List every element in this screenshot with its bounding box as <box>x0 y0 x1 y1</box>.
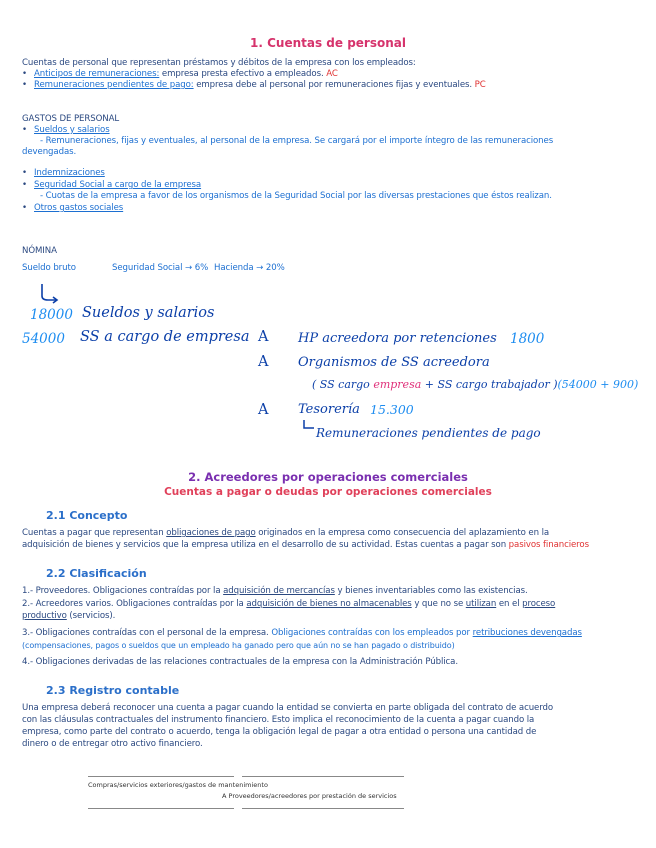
clasif-item-3-desc: (compensaciones, pagos o sueldos que un empleado ha ganado pero que aún no se han pagado o distribuido) <box>22 641 455 650</box>
nomina-tesoreria: Tesorería <box>298 402 360 417</box>
nomina-row2-num: 54000 <box>22 331 65 347</box>
gastos-otros: Otros gastos sociales <box>34 203 124 213</box>
clasif-item-1 <box>22 586 528 597</box>
paren-num: (54000 + 900) <box>557 378 639 391</box>
section1-title: 1. Cuentas de personal <box>250 36 406 50</box>
clasif-text: y que no se <box>411 599 466 609</box>
paren-mid: + SS cargo trabajador ) <box>421 378 558 391</box>
item-link: Remuneraciones pendientes de pago: <box>34 80 194 90</box>
clasif-text-blue: Obligaciones contraídas con los empleados por <box>271 628 473 638</box>
nomina-row1-text: Sueldos y salarios <box>82 305 215 321</box>
concepto-highlight: obligaciones de pago <box>166 528 256 538</box>
nomina-row1-num: 18000 <box>30 307 73 323</box>
item-tag: AC <box>326 69 338 79</box>
item-text: empresa debe al personal por remuneraciones fijas y eventuales. <box>193 80 473 90</box>
gastos-heading: GASTOS DE PERSONAL <box>22 114 120 124</box>
section2-title: 2. Acreedores por operaciones comerciales <box>188 470 468 484</box>
clasif-highlight: retribuciones devengadas <box>472 628 582 638</box>
divider <box>88 808 234 809</box>
clasif-highlight: adquisición de mercancías <box>223 586 335 596</box>
concepto-text: originados en la empresa como consecuencia del aplazamiento en la <box>255 528 550 538</box>
clasif-highlight: productivo <box>22 611 67 621</box>
clasif-text: 2.- Acreedores varios. Obligaciones contraídas por la <box>22 599 247 609</box>
nomina-paren <box>312 378 638 391</box>
gastos-sueldos-desc2: devengadas. <box>22 147 77 157</box>
list-item: • Indemnizaciones <box>22 168 105 178</box>
clasif-highlight: proceso <box>522 599 556 609</box>
concepto-text: adquisición de bienes y servicios que la empresa utiliza en el desarrollo de su actividad. Estas cuentas a pagar son <box>22 540 509 550</box>
clasificacion-heading: 2.2 Clasificación <box>46 567 147 580</box>
concepto-text: Cuentas a pagar que representan <box>22 528 167 538</box>
down-arrow-icon <box>36 282 66 306</box>
paren-empresa: empresa <box>373 378 422 391</box>
gastos-seguridad-desc: - Cuotas de la empresa a favor de los organismos de la Seguridad Social por las diversas prestaciones que éstos realizan. <box>40 191 552 201</box>
nomina-remun: Remuneraciones pendientes de pago <box>316 426 541 440</box>
registro-line: Una empresa deberá reconocer una cuenta a pagar cuando la entidad se convierta en parte obligada del contrato de acuerdo <box>22 703 554 713</box>
section2-subtitle: Cuentas a pagar o deudas por operaciones comerciales <box>164 486 492 498</box>
list-item: • Seguridad Social a cargo de la empresa <box>22 180 202 190</box>
concepto-heading: 2.1 Concepto <box>46 509 128 522</box>
clasif-item-3 <box>22 628 582 639</box>
nomina-row2-text: SS a cargo de empresa <box>80 329 250 345</box>
clasif-text: 3.- Obligaciones contraídas con el personal de la empresa. <box>22 628 272 638</box>
concepto-pasivos: pasivos financieros <box>508 540 589 550</box>
clasif-text: 1.- Proveedores. Obligaciones contraídas por la <box>22 586 224 596</box>
a-label: A <box>258 354 269 370</box>
gastos-indemnizaciones: Indemnizaciones <box>34 168 105 178</box>
nomina-hacienda: Hacienda → 20% <box>214 263 285 273</box>
footer-left: Compras/servicios exteriores/gastos de mantenimiento <box>88 781 268 789</box>
nomina-hp: HP acreedora por retenciones <box>298 331 497 346</box>
divider <box>242 808 404 809</box>
nomina-hp-num: 1800 <box>510 331 545 347</box>
a-label: A <box>258 329 269 345</box>
list-item: • Otros gastos sociales <box>22 203 124 213</box>
item-text: empresa presta efectivo a empleados. <box>159 69 324 79</box>
gastos-seguridad: Seguridad Social a cargo de la empresa <box>34 180 202 190</box>
clasif-text: y bienes inventariables como las existencias. <box>334 586 528 596</box>
clasif-text: (servicios). <box>66 611 116 621</box>
footer-right: A Proveedores/acreedores por prestación de servicios <box>222 792 397 800</box>
nomina-heading: NÓMINA <box>22 246 57 256</box>
registro-line: con las cláusulas contractuales del instrumento financiero. Esto implica el reconocimiento de la cuenta a pagar cuando la <box>22 715 535 725</box>
item-link: Anticipos de remuneraciones: <box>34 69 160 79</box>
gastos-sueldos: Sueldos y salarios <box>34 125 110 135</box>
a-label: A <box>258 402 269 418</box>
section1-intro: Cuentas de personal que representan préstamos y débitos de la empresa con los empleados: <box>22 58 416 68</box>
list-item: • Remuneraciones pendientes de pago: empresa debe al personal por remuneraciones fijas y eventuales. PC <box>22 80 486 90</box>
clasif-text: en el <box>496 599 523 609</box>
list-item: • Sueldos y salarios <box>22 125 110 135</box>
clasif-item-2b <box>22 611 115 622</box>
clasif-item-2 <box>22 599 555 610</box>
nomina-org: Organismos de SS acreedora <box>298 355 490 370</box>
item-tag: PC <box>474 80 486 90</box>
divider <box>242 776 404 777</box>
nomina-sueldo-bruto: Sueldo bruto <box>22 263 76 273</box>
clasif-highlight: utilizan <box>465 599 497 609</box>
gastos-sueldos-desc: - Remuneraciones, fijas y eventuales, al personal de la empresa. Se cargará por el importe íntegro de las remuneraciones <box>40 136 554 146</box>
clasif-item-4: 4.- Obligaciones derivadas de las relaciones contractuales de la empresa con la Administración Pública. <box>22 657 458 667</box>
registro-heading: 2.3 Registro contable <box>46 684 180 697</box>
list-item: • Anticipos de remuneraciones: empresa presta efectivo a empleados. AC <box>22 69 338 79</box>
divider <box>88 776 234 777</box>
clasif-highlight: adquisición de bienes no almacenables <box>246 599 412 609</box>
registro-line: empresa, como parte del contrato o acuerdo, tenga la obligación legal de pagar a otra entidad o persona una cantidad de <box>22 727 537 737</box>
nomina-tesoreria-num: 15.300 <box>370 402 414 417</box>
concepto-line1 <box>22 528 549 539</box>
concepto-line2 <box>22 540 589 551</box>
paren-open: ( SS cargo <box>312 378 374 391</box>
registro-line: dinero o de entregar otro activo financiero. <box>22 739 203 749</box>
nomina-ss: Seguridad Social → 6% <box>112 263 209 273</box>
